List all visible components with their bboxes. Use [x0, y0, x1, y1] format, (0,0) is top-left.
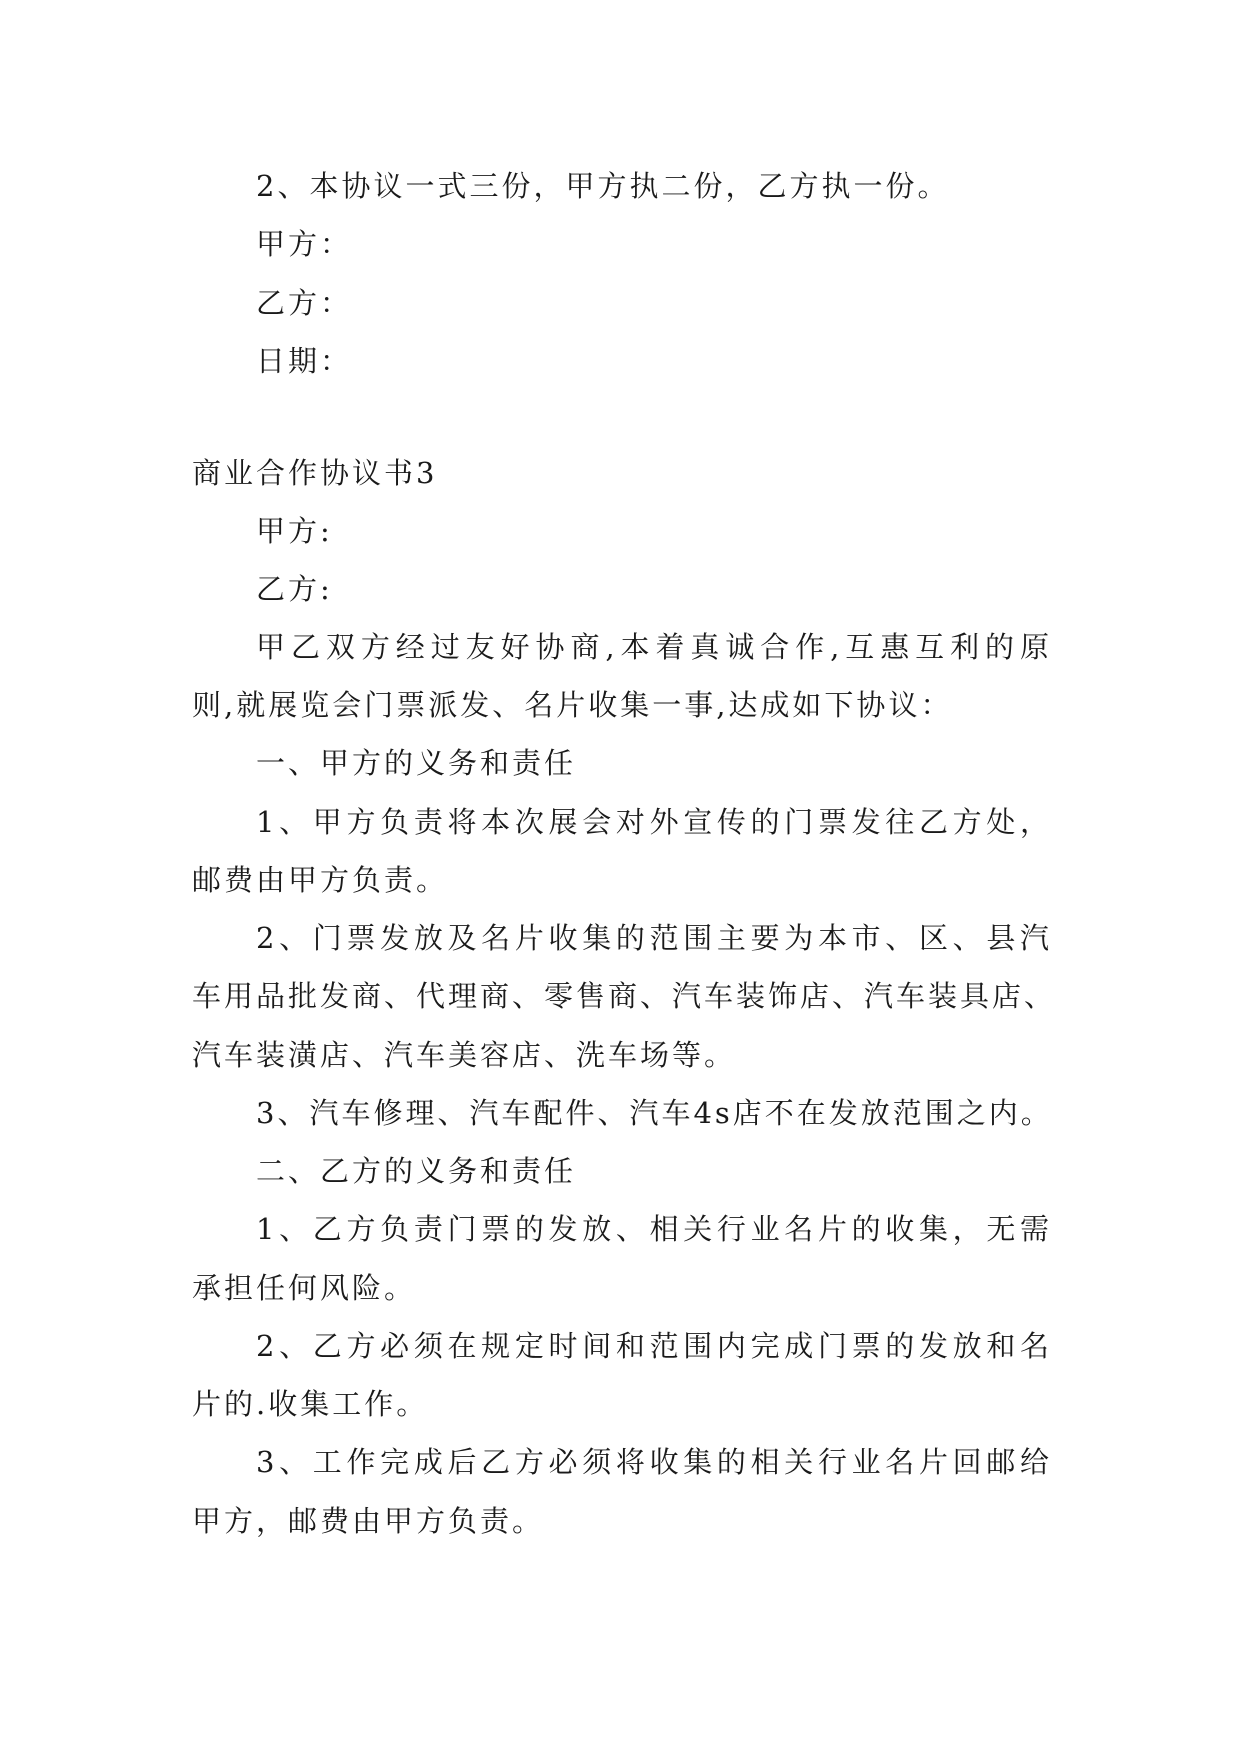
party-a-signature-label: 甲方：	[256, 227, 353, 261]
party-b-label: 乙方:	[256, 572, 333, 606]
clause-copies: 2、本协议一式三份，甲方执二份，乙方执一份。	[256, 169, 950, 203]
a-clause-3: 3、汽车修理、汽车配件、汽车4s店不在发放范围之内。	[256, 1096, 1053, 1130]
b-clause-1-line-2: 承担任何风险。	[192, 1271, 417, 1305]
a-clause-2-line-2: 车用品批发商、代理商、零售商、汽车装饰店、汽车装具店、	[192, 979, 1057, 1013]
party-b-signature-label: 乙方：	[256, 286, 353, 320]
heading-party-a-obligations: 一、甲方的义务和责任	[256, 746, 577, 780]
b-clause-3-line-2: 甲方，邮费由甲方负责。	[192, 1504, 545, 1538]
party-a-label: 甲方:	[256, 514, 333, 548]
b-clause-1-line-1: 1、乙方负责门票的发放、相关行业名片的收集，无需	[256, 1212, 1052, 1246]
date-label: 日期：	[256, 344, 353, 378]
section-title: 商业合作协议书3	[192, 456, 438, 490]
a-clause-1-line-2: 邮费由甲方负责。	[192, 863, 449, 897]
preamble-line-1: 甲乙双方经过友好协商,本着真诚合作,互惠互利的原	[256, 630, 1052, 664]
preamble-line-2: 则,就展览会门票派发、名片收集一事,达成如下协议：	[192, 688, 953, 722]
b-clause-2-line-1: 2、乙方必须在规定时间和范围内完成门票的发放和名	[256, 1329, 1052, 1363]
b-clause-2-line-2: 片的.收集工作。	[192, 1387, 429, 1421]
heading-party-b-obligations: 二、乙方的义务和责任	[256, 1154, 577, 1188]
b-clause-3-line-1: 3、工作完成后乙方必须将收集的相关行业名片回邮给	[256, 1445, 1052, 1479]
a-clause-2-line-1: 2、门票发放及名片收集的范围主要为本市、区、县汽	[256, 921, 1052, 955]
a-clause-2-line-3: 汽车装潢店、汽车美容店、洗车场等。	[192, 1038, 737, 1072]
a-clause-1-line-1: 1、甲方负责将本次展会对外宣传的门票发往乙方处，	[256, 805, 1052, 839]
